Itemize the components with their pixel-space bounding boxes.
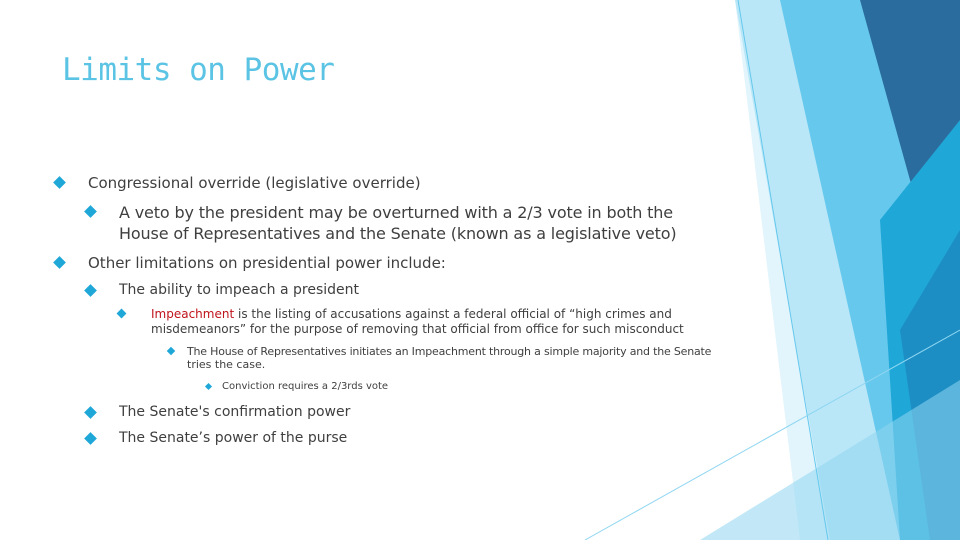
bullet-text: Congressional override (legislative override) <box>88 174 421 192</box>
slide-title: Limits on Power <box>62 52 335 88</box>
bullet-text-line2: tries the case. <box>187 358 266 371</box>
bullet-text: The ability to impeach a president <box>119 282 360 298</box>
bullet-text-line2: misdemeanors” for the purpose of removing that official from office for such misconduct <box>151 322 684 336</box>
bullet-text-line1: A veto by the president may be overturned with a 2/3 vote in both the <box>119 203 673 222</box>
bullet-text-line1: The House of Representatives initiates an Impeachment through a simple majority and the Senate <box>187 345 712 358</box>
impeachment-definition-text: is the listing of accusations against a federal official of “high crimes and <box>234 307 672 321</box>
impeachment-term: Impeachment <box>151 307 235 321</box>
bullet-text: The Senate’s power of the purse <box>119 430 348 446</box>
bullet-text: Conviction requires a 2/3rds vote <box>222 381 389 392</box>
bullet-text-line1 <box>151 307 672 322</box>
bullet-text-line2: House of Representatives and the Senate (known as a legislative veto) <box>119 224 677 243</box>
bullet-text: The Senate's confirmation power <box>119 404 351 420</box>
bullet-text: Other limitations on presidential power include: <box>88 254 446 272</box>
